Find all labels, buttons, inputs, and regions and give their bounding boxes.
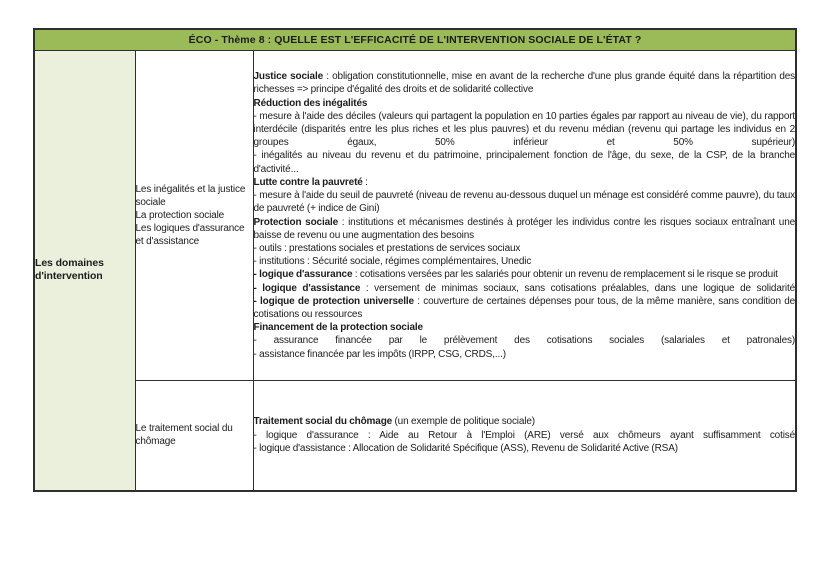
topic-item: La protection sociale <box>135 210 225 221</box>
theme-title: ÉCO - Thème 8 : QUELLE EST L'EFFICACITÉ DE L'INTERVENTION SOCIALE DE L'ÉTAT ? <box>188 34 642 46</box>
paragraph-text: logique d'assistance : Allocation de Solidarité Spécifique (ASS), Revenu de Solidarité Active (RSA) <box>259 442 678 454</box>
content-paragraph <box>254 282 796 295</box>
paragraph-text: : obligation constitutionnelle, mise en avant de la recherche d'une plus grande équité dans la répartition des richesses => principe d'égalité des droits et de solidarité collective <box>253 71 796 96</box>
bold-term: Protection sociale <box>253 216 339 228</box>
content-paragraph <box>254 216 796 242</box>
dash-prefix: - <box>253 256 260 268</box>
content-paragraph <box>254 268 796 281</box>
dash-prefix: - <box>253 429 267 441</box>
bold-term: - logique d'assurance <box>253 269 353 281</box>
table-row <box>34 51 796 381</box>
bold-term: - logique de protection universelle <box>253 295 414 307</box>
paragraph-text: : cotisations versées par les salariés pour obtenir un revenu de remplacement si le risque se produit <box>352 269 778 281</box>
paragraph-text: (un exemple de politique sociale) <box>392 416 535 428</box>
content-paragraph <box>254 415 796 428</box>
bold-term: Justice sociale <box>253 71 324 83</box>
content-paragraph <box>254 442 796 455</box>
theme-header-row <box>34 29 796 51</box>
content-paragraph <box>254 176 796 189</box>
paragraph-text: : versement de minimas sociaux, sans cotisations préalables, dans une logique de solidarité <box>360 282 796 294</box>
paragraph-text: logique d'assurance : Aide au Retour à l'Emploi (ARE) versé aux chômeurs ayant suffisamment cotisé <box>266 429 796 441</box>
content-paragraph <box>254 348 796 361</box>
content-paragraph <box>254 429 796 442</box>
course-summary-table <box>33 28 797 492</box>
topic-item: Le traitement social du chômage <box>135 423 233 448</box>
content-paragraph <box>254 321 796 334</box>
content-cell <box>253 381 796 491</box>
bold-term: Réduction des inégalités <box>253 97 368 109</box>
dash-prefix: - <box>253 190 260 202</box>
content-paragraph <box>254 70 796 96</box>
content-paragraph <box>254 255 796 268</box>
paragraph-text: : <box>362 176 368 188</box>
row-group-label: Les domaines d'intervention <box>35 257 104 283</box>
dash-prefix: - <box>253 150 262 162</box>
paragraph-text: : couverture de certaines dépenses pour tous, de la même manière, sans condition de cotisations ou ressources <box>253 295 796 320</box>
topics-cell <box>135 51 253 381</box>
dash-prefix: - <box>253 242 260 254</box>
table-row <box>34 381 796 491</box>
content-cell <box>253 51 796 381</box>
content-paragraph <box>254 97 796 110</box>
topics-cell <box>135 381 253 491</box>
dash-prefix: - <box>253 110 260 122</box>
bold-term: Financement de la protection sociale <box>253 322 423 334</box>
bold-term: Traitement social du chômage <box>253 416 393 428</box>
dash-prefix: - <box>253 442 260 454</box>
paragraph-text: inégalités au niveau du revenu et du patrimoine, principalement fonction de l'âge, du sexe, de la CSP, de la branche d'activité... <box>253 150 796 175</box>
paragraph-text: : institutions et mécanismes destinés à protéger les individus contre les risques sociaux entraînant une baisse de revenu ou une augmentation des besoins <box>253 216 796 241</box>
paragraph-text: assistance financée par les impôts (IRPP, CSG, CRDS,...) <box>259 348 506 360</box>
paragraph-text: assurance financée par le prélèvement des cotisations sociales (salariales et patronales) <box>273 335 796 347</box>
content-paragraph <box>254 189 796 215</box>
dash-prefix: - <box>253 335 274 347</box>
paragraph-text: mesure à l'aide du seuil de pauvreté (niveau de revenu au-dessous duquel un ménage est considéré comme pauvre), du taux de pauvreté (+ indice de Gini) <box>253 190 796 215</box>
content-paragraph <box>254 110 796 150</box>
content-paragraph <box>254 149 796 175</box>
paragraph-text: institutions : Sécurité sociale, régimes complémentaires, Unedic <box>259 256 532 268</box>
content-paragraph <box>254 242 796 255</box>
topic-item: Les logiques d'assurance et d'assistance <box>135 223 245 247</box>
bold-term: - logique d'assistance <box>253 282 361 294</box>
theme-header <box>34 29 796 51</box>
paragraph-text: outils : prestations sociales et prestations de services sociaux <box>259 242 521 254</box>
topic-item: Les inégalités et la justice sociale <box>135 184 246 208</box>
content-paragraph <box>254 295 796 321</box>
content-paragraph <box>254 334 796 347</box>
paragraph-text: mesure à l'aide des déciles (valeurs qui partagent la population en 10 parties égales par rapport au niveau de vie), du rapport interdécile (disparités entre les plus riches et les plus pauvres) et du revenu médian (revenu qui partage les individus en 2 groupes égaux, 50% inférieur et 50% supérieur) <box>253 110 796 149</box>
dash-prefix: - <box>253 348 260 360</box>
bold-term: Lutte contre la pauvreté <box>253 176 363 188</box>
row-group-label-cell <box>34 51 135 491</box>
